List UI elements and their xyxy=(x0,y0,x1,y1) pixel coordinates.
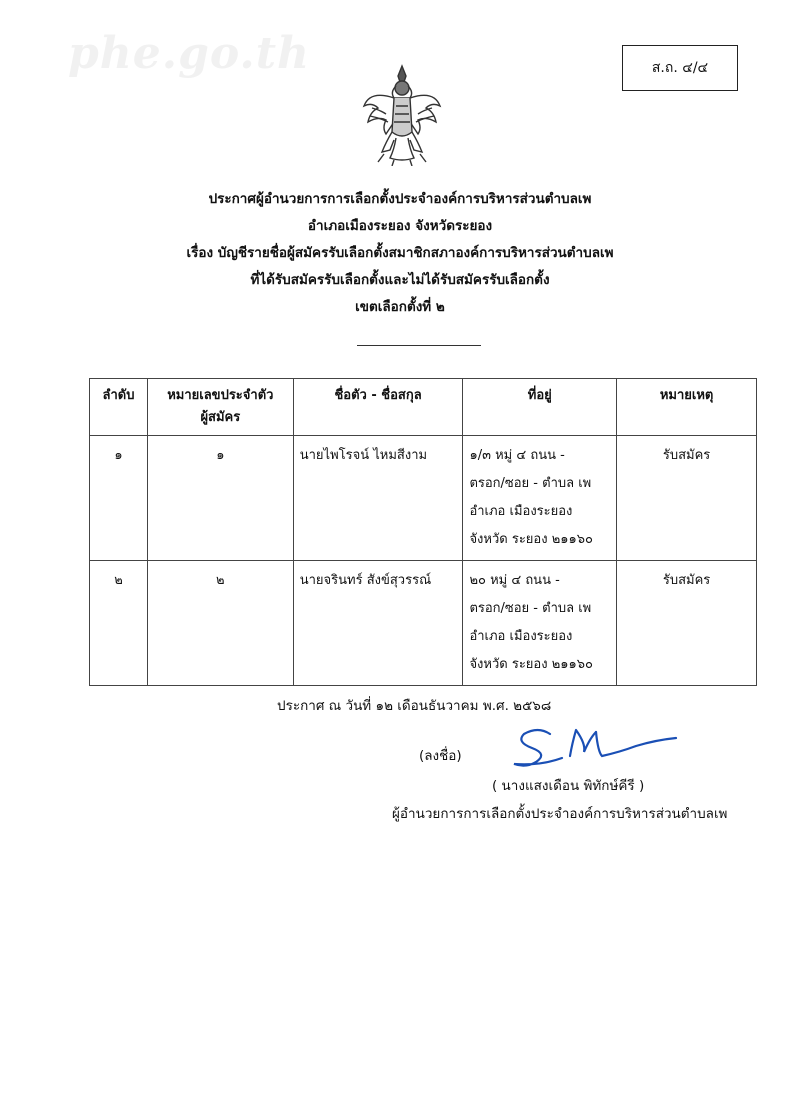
table-row xyxy=(90,436,757,561)
address-line: อำเภอ เมืองระยอง xyxy=(469,504,573,519)
signature-label: (ลงชื่อ) xyxy=(419,748,462,764)
signer-name: ( นางแสงเดือน พิทักษ์คีรี ) xyxy=(492,778,645,794)
signer-title: ผู้อำนวยการการเลือกตั้งประจำองค์การบริหารส่วนตำบลเพ xyxy=(392,806,728,822)
announcement-date: ประกาศ ณ วันที่ ๑๒ เดือนธันวาคม พ.ศ. ๒๕๖๘ xyxy=(277,698,552,714)
address-line: จังหวัด ระยอง ๒๑๑๖๐ xyxy=(469,532,593,547)
header-name: ชื่อตัว - ชื่อสกุล xyxy=(293,379,463,436)
watermark: phe.go.th xyxy=(68,28,311,79)
form-code-box xyxy=(622,45,738,91)
address-line: อำเภอ เมืองระยอง xyxy=(469,629,573,644)
header-number xyxy=(147,379,293,436)
table-row xyxy=(90,561,757,686)
table-header-row xyxy=(90,379,757,436)
header-line-1: ประกาศผู้อำนวยการการเลือกตั้งประจำองค์การบริหารส่วนตำบลเพ xyxy=(208,191,592,207)
garuda-emblem-icon xyxy=(360,62,444,166)
row-note: รับสมัคร xyxy=(617,436,757,561)
header-number-line-1: หมายเลขประจำตัว xyxy=(167,388,274,403)
row-note: รับสมัคร xyxy=(617,561,757,686)
header-line-3: เรื่อง บัญชีรายชื่อผู้สมัครรับเลือกตั้งสมาชิกสภาองค์การบริหารส่วนตำบลเพ xyxy=(186,245,614,261)
address-line: ตรอก/ซอย - ตำบล เพ xyxy=(469,476,592,491)
candidate-table xyxy=(89,378,757,686)
row-name: นายไพโรจน์ ไหมสีงาม xyxy=(293,436,463,561)
row-number: ๒ xyxy=(147,561,293,686)
announcement-header xyxy=(100,186,700,321)
header-line-4: ที่ได้รับสมัครรับเลือกตั้งและไม่ได้รับสมัครรับเลือกตั้ง xyxy=(250,272,550,288)
row-name: นายจรินทร์ สังข์สุวรรณ์ xyxy=(293,561,463,686)
address-line: ๑/๓ หมู่ ๔ ถนน - xyxy=(469,448,565,463)
row-address xyxy=(463,561,617,686)
handwritten-signature-icon xyxy=(510,722,680,772)
row-address xyxy=(463,436,617,561)
header-divider xyxy=(357,345,481,346)
address-line: ตรอก/ซอย - ตำบล เพ xyxy=(469,601,592,616)
header-address: ที่อยู่ xyxy=(463,379,617,436)
row-order: ๑ xyxy=(90,436,148,561)
row-order: ๒ xyxy=(90,561,148,686)
header-line-2: อำเภอเมืองระยอง จังหวัดระยอง xyxy=(307,218,493,234)
header-line-5: เขตเลือกตั้งที่ ๒ xyxy=(355,299,445,315)
address-line: ๒๐ หมู่ ๔ ถนน - xyxy=(469,573,560,588)
address-line: จังหวัด ระยอง ๒๑๑๖๐ xyxy=(469,657,593,672)
header-note: หมายเหตุ xyxy=(617,379,757,436)
form-code: ส.ถ. ๔/๔ xyxy=(651,60,709,76)
header-order: ลำดับ xyxy=(90,379,148,436)
row-number: ๑ xyxy=(147,436,293,561)
header-number-line-2: ผู้สมัคร xyxy=(200,410,241,425)
